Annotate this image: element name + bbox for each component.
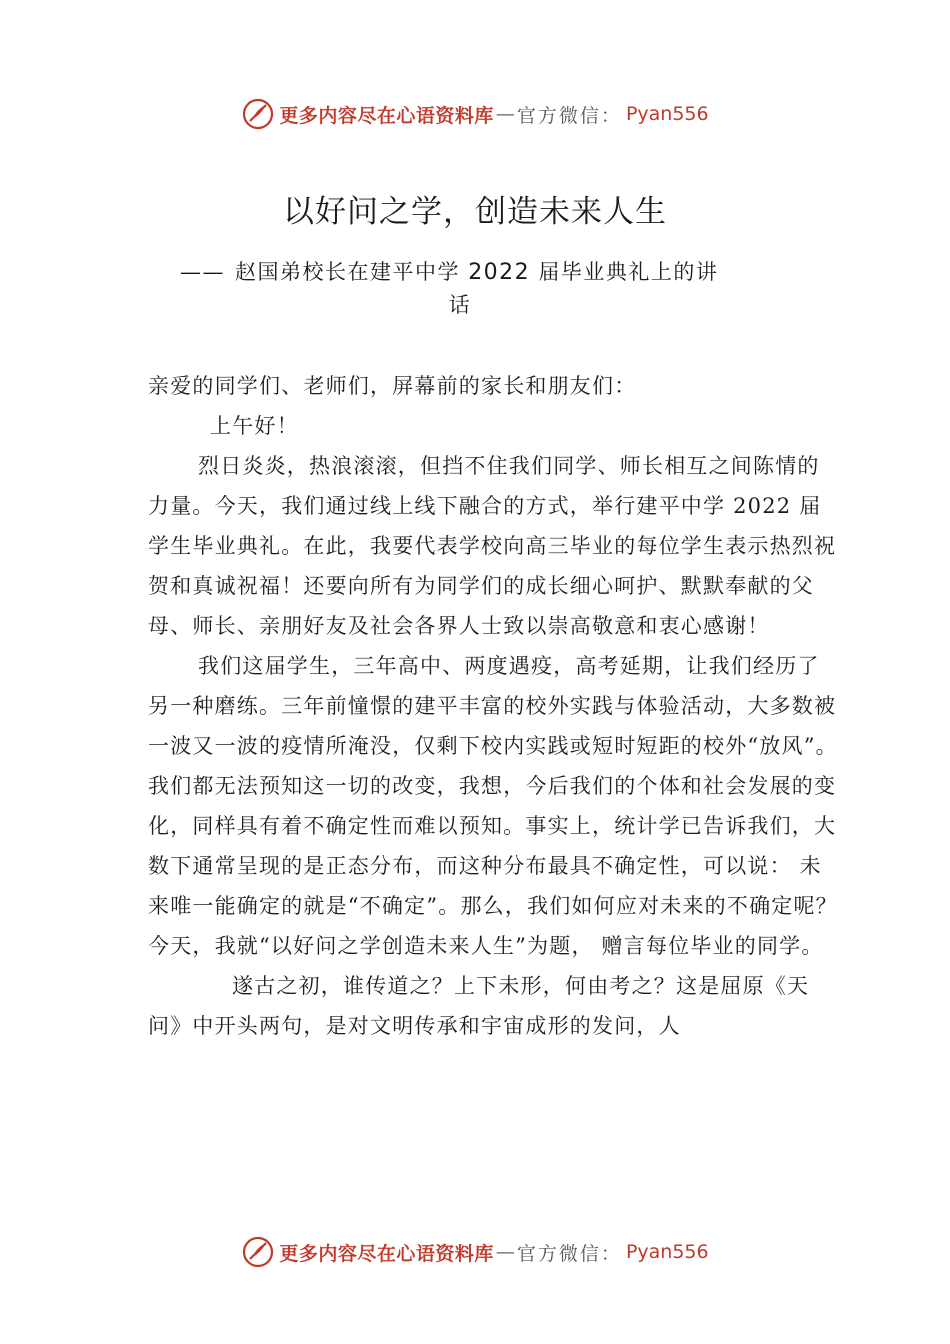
- banner-wechat-id: Pyan556: [625, 1241, 709, 1263]
- document-subtitle: [180, 256, 800, 321]
- quill-seal-logo-icon: [241, 97, 275, 131]
- subtitle-year: 2022: [468, 260, 531, 285]
- document-title: 以好问之学，创造未来人生: [283, 194, 667, 230]
- subtitle-text-after-year: 届毕业典礼上的讲: [538, 260, 719, 284]
- banner-main-text: 更多内容尽在心语资料库: [279, 104, 494, 127]
- subtitle-dash: ——: [180, 260, 225, 284]
- subtitle-text-before-year: 赵国弟校长在建平中学: [235, 260, 460, 284]
- banner-wechat-id: Pyan556: [625, 103, 709, 125]
- paragraph-opening: 烈日炎炎，热浪滚滚，但挡不住我们同学、师长相互之间陈情的力量。今天，我们通过线上线下融合的方式，举行建平中学 2022 届学生毕业典礼。在此，我要代表学校向高三毕业的每位学生表示热烈祝贺和真诚祝福！还要向所有为同学们的成长细心呵护、默默奉献的父母、师长、亲朋好友及社会各界人士致以崇高敬意和衷心感谢！: [148, 454, 837, 638]
- greeting: 上午好！: [210, 414, 299, 438]
- banner-separator: —: [495, 1241, 515, 1263]
- quill-seal-logo-icon: [241, 1235, 275, 1269]
- paragraph-uncertainty: 我们这届学生，三年高中、两度遇疫，高考延期，让我们经历了另一种磨练。三年前憧憬的建平丰富的校外实践与体验活动，大多数被一波又一波的疫情所淹没，仅剩下校内实践或短时短距的校外“放风”。我们都无法预知这一切的改变，我想，今后我们的个体和社会发展的变化，同样具有着不确定性而难以预知。事实上，统计学已告诉我们，大数下通常呈现的是正态分布，而这种分布最具不确定性，可以说： 未来唯一能确定的就是“不确定”。那么，我们如何应对未来的不确定呢？今天，我就“以好问之学创造未来人生”为题， 赠言每位毕业的同学。: [148, 654, 838, 958]
- banner-wechat-label: 官方微信：: [516, 1242, 622, 1265]
- subtitle-text-wrap: 话: [448, 293, 472, 317]
- banner-main-text: 更多内容尽在心语资料库: [279, 1242, 494, 1265]
- header-banner: [0, 94, 950, 134]
- paragraph-tianwen: 遂古之初，谁传道之？上下未形，何由考之？这是屈原《天问》中开头两句，是对文明传承和宇宙成形的发问，人: [148, 974, 810, 1038]
- banner-separator: —: [495, 103, 515, 125]
- speech-body: [148, 366, 838, 1046]
- salutation: 亲爱的同学们、老师们，屏幕前的家长和朋友们：: [148, 374, 637, 398]
- footer-banner: [0, 1232, 950, 1272]
- banner-wechat-label: 官方微信：: [516, 104, 622, 127]
